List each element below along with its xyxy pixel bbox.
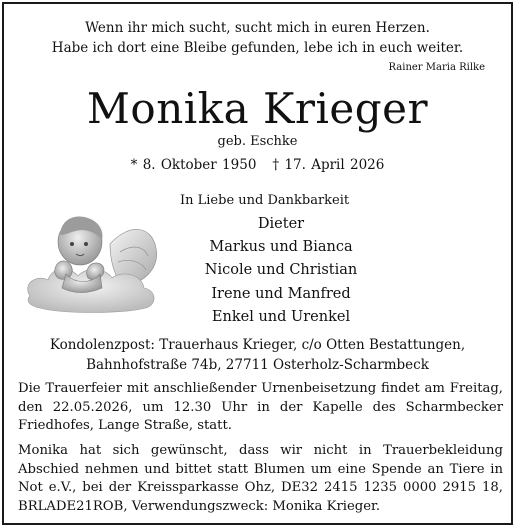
death-date: † 17. April 2026 xyxy=(272,157,385,173)
quote-line-1: Wenn ihr mich sucht, sucht mich in euren Herzen. xyxy=(85,20,430,36)
mourners-intro: In Liebe und Dankbarkeit xyxy=(180,193,350,208)
condolence-line-2: Bahnhofstraße 74b, 27711 Osterholz-Scharmbeck xyxy=(86,357,429,373)
angel-on-cloud-icon xyxy=(22,204,162,316)
list-item: Irene und Manfred xyxy=(211,285,351,302)
condolence-line-1: Kondolenzpost: Trauerhaus Krieger, c/o Otten Bestattungen, xyxy=(49,337,466,353)
list-item: Enkel und Urenkel xyxy=(211,308,351,325)
quote-line-2: Habe ich dort eine Bleibe gefunden, lebe ich in euch weiter. xyxy=(51,40,464,56)
condolence-address xyxy=(4,335,511,375)
life-dates xyxy=(4,156,511,174)
birth-name: geb. Eschke xyxy=(217,134,298,149)
donation-info: Monika hat sich gewünscht, dass wir nicht in Trauerbekleidung Abschied nehmen und bittet statt Blumen um eine Spende an Tiere in Not e.V., bei der Kreissparkasse Ohz, DE32 2415 1235 0000 2915 18, BRLADE21ROB, Verwendungszweck: Monika Krieger. xyxy=(18,443,503,514)
quote-author: Rainer Maria Rilke xyxy=(388,62,485,73)
mourners-list xyxy=(164,213,398,329)
obituary-notice xyxy=(2,2,513,525)
deceased-name: Monika Krieger xyxy=(86,84,429,133)
list-item: Dieter xyxy=(257,216,305,232)
list-item: Nicole und Christian xyxy=(204,262,358,279)
list-item: Markus und Bianca xyxy=(209,239,353,256)
rilke-quote xyxy=(4,18,511,73)
birth-date: * 8. Oktober 1950 xyxy=(130,157,257,173)
funeral-info: Die Trauerfeier mit anschließender Urnenbeisetzung findet am Freitag, den 22.05.2026, um 12.30 Uhr in der Kapelle des Scharmbecker Friedhofes, Lange Straße, statt. xyxy=(18,381,503,433)
